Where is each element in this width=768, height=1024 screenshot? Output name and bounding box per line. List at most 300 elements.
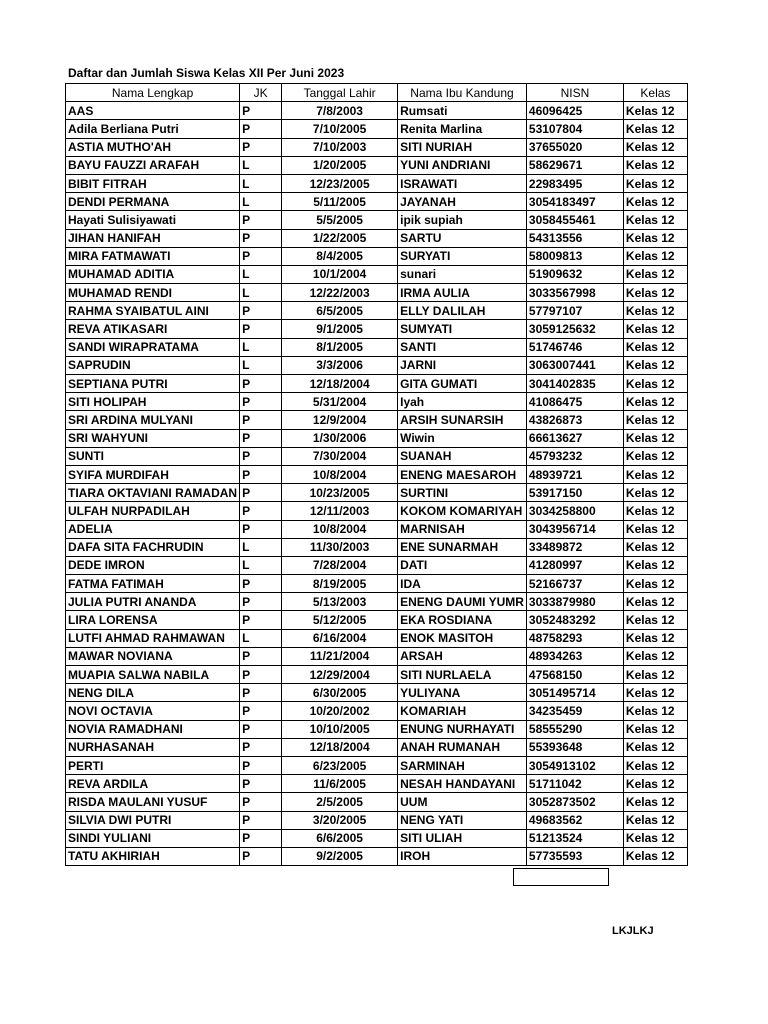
cell-jk: P (240, 738, 282, 756)
cell-date: 1/30/2006 (282, 429, 398, 447)
cell-date: 5/13/2003 (282, 593, 398, 611)
cell-date: 5/11/2005 (282, 193, 398, 211)
cell-name: NURHASANAH (66, 738, 240, 756)
cell-nisn: 3063007441 (526, 356, 623, 374)
cell-date: 11/30/2003 (282, 538, 398, 556)
cell-jk: P (240, 647, 282, 665)
cell-jk: P (240, 320, 282, 338)
empty-cell (513, 868, 609, 886)
table-row (66, 193, 688, 211)
table-row (66, 375, 688, 393)
cell-jk: L (240, 629, 282, 647)
cell-date: 12/18/2004 (282, 738, 398, 756)
cell-kelas: Kelas 12 (623, 102, 687, 120)
cell-jk: L (240, 538, 282, 556)
cell-kelas: Kelas 12 (623, 702, 687, 720)
cell-jk: L (240, 265, 282, 283)
cell-name: TIARA OKTAVIANI RAMADAN (66, 484, 240, 502)
cell-date: 12/29/2004 (282, 666, 398, 684)
cell-jk: P (240, 611, 282, 629)
cell-kelas: Kelas 12 (623, 429, 687, 447)
cell-mom: IDA (398, 575, 527, 593)
cell-jk: P (240, 447, 282, 465)
table-row (66, 738, 688, 756)
table-row (66, 120, 688, 138)
cell-jk: P (240, 138, 282, 156)
cell-mom: ELLY DALILAH (398, 302, 527, 320)
header-jk: JK (240, 84, 282, 102)
table-row (66, 847, 688, 865)
cell-jk: L (240, 284, 282, 302)
cell-name: SEPTIANA PUTRI (66, 375, 240, 393)
table-row (66, 720, 688, 738)
cell-kelas: Kelas 12 (623, 502, 687, 520)
cell-nisn: 45793232 (526, 447, 623, 465)
cell-kelas: Kelas 12 (623, 356, 687, 374)
cell-mom: NESAH HANDAYANI (398, 775, 527, 793)
table-row (66, 829, 688, 847)
cell-name: SILVIA DWI PUTRI (66, 811, 240, 829)
cell-mom: ARSIH SUNARSIH (398, 411, 527, 429)
cell-date: 6/30/2005 (282, 684, 398, 702)
cell-jk: P (240, 811, 282, 829)
cell-date: 10/1/2004 (282, 265, 398, 283)
cell-kelas: Kelas 12 (623, 684, 687, 702)
table-row (66, 647, 688, 665)
table-row (66, 338, 688, 356)
cell-kelas: Kelas 12 (623, 793, 687, 811)
table-row (66, 320, 688, 338)
cell-mom: YUNI ANDRIANI (398, 156, 527, 174)
cell-date: 7/28/2004 (282, 556, 398, 574)
cell-kelas: Kelas 12 (623, 247, 687, 265)
table-row (66, 556, 688, 574)
cell-nisn: 3059125632 (526, 320, 623, 338)
cell-nisn: 51746746 (526, 338, 623, 356)
cell-mom: SUANAH (398, 447, 527, 465)
cell-nisn: 52166737 (526, 575, 623, 593)
cell-kelas: Kelas 12 (623, 338, 687, 356)
cell-mom: SARMINAH (398, 756, 527, 774)
table-row (66, 211, 688, 229)
cell-kelas: Kelas 12 (623, 593, 687, 611)
cell-mom: SUMYATI (398, 320, 527, 338)
cell-mom: JAYANAH (398, 193, 527, 211)
table-row (66, 174, 688, 192)
cell-kelas: Kelas 12 (623, 265, 687, 283)
cell-jk: L (240, 338, 282, 356)
cell-name: DEDE IMRON (66, 556, 240, 574)
cell-date: 11/21/2004 (282, 647, 398, 665)
table-row (66, 447, 688, 465)
cell-nisn: 3034258800 (526, 502, 623, 520)
table-row (66, 629, 688, 647)
table-body (66, 102, 688, 866)
cell-date: 7/30/2004 (282, 447, 398, 465)
cell-nisn: 43826873 (526, 411, 623, 429)
cell-nisn: 48934263 (526, 647, 623, 665)
cell-kelas: Kelas 12 (623, 138, 687, 156)
cell-date: 8/4/2005 (282, 247, 398, 265)
cell-jk: P (240, 429, 282, 447)
cell-name: BIBIT FITRAH (66, 174, 240, 192)
cell-date: 6/16/2004 (282, 629, 398, 647)
cell-nisn: 58629671 (526, 156, 623, 174)
cell-kelas: Kelas 12 (623, 411, 687, 429)
cell-jk: P (240, 247, 282, 265)
cell-nisn: 58009813 (526, 247, 623, 265)
table-row (66, 793, 688, 811)
table-row (66, 538, 688, 556)
cell-jk: L (240, 174, 282, 192)
cell-mom: ipik supiah (398, 211, 527, 229)
cell-name: MUHAMAD RENDI (66, 284, 240, 302)
cell-mom: SARTU (398, 229, 527, 247)
cell-nisn: 3054183497 (526, 193, 623, 211)
cell-name: RISDA MAULANI YUSUF (66, 793, 240, 811)
cell-jk: P (240, 793, 282, 811)
cell-name: SUNTI (66, 447, 240, 465)
cell-name: LIRA LORENSA (66, 611, 240, 629)
cell-nisn: 57797107 (526, 302, 623, 320)
cell-name: TATU AKHIRIAH (66, 847, 240, 865)
cell-kelas: Kelas 12 (623, 538, 687, 556)
table-row (66, 102, 688, 120)
cell-name: SRI ARDINA MULYANI (66, 411, 240, 429)
cell-mom: Iyah (398, 393, 527, 411)
table-row (66, 465, 688, 483)
cell-jk: P (240, 393, 282, 411)
cell-jk: P (240, 484, 282, 502)
cell-mom: JARNI (398, 356, 527, 374)
cell-nisn: 34235459 (526, 702, 623, 720)
cell-nisn: 3041402835 (526, 375, 623, 393)
cell-kelas: Kelas 12 (623, 575, 687, 593)
cell-name: SYIFA MURDIFAH (66, 465, 240, 483)
table-row (66, 302, 688, 320)
cell-date: 3/20/2005 (282, 811, 398, 829)
cell-mom: ANAH RUMANAH (398, 738, 527, 756)
cell-jk: P (240, 702, 282, 720)
cell-mom: Rumsati (398, 102, 527, 120)
cell-kelas: Kelas 12 (623, 156, 687, 174)
header-tanggal-lahir: Tanggal Lahir (282, 84, 398, 102)
cell-date: 12/22/2003 (282, 284, 398, 302)
cell-nisn: 41086475 (526, 393, 623, 411)
cell-kelas: Kelas 12 (623, 556, 687, 574)
cell-kelas: Kelas 12 (623, 465, 687, 483)
cell-nisn: 3051495714 (526, 684, 623, 702)
cell-date: 7/8/2003 (282, 102, 398, 120)
cell-nisn: 46096425 (526, 102, 623, 120)
cell-mom: MARNISAH (398, 520, 527, 538)
cell-name: MAWAR NOVIANA (66, 647, 240, 665)
cell-jk: P (240, 847, 282, 865)
cell-nisn: 3033567998 (526, 284, 623, 302)
cell-jk: P (240, 756, 282, 774)
cell-date: 5/31/2004 (282, 393, 398, 411)
table-row (66, 484, 688, 502)
cell-jk: L (240, 193, 282, 211)
cell-kelas: Kelas 12 (623, 120, 687, 138)
cell-nisn: 3058455461 (526, 211, 623, 229)
cell-kelas: Kelas 12 (623, 193, 687, 211)
cell-date: 7/10/2003 (282, 138, 398, 156)
cell-date: 1/22/2005 (282, 229, 398, 247)
cell-nisn: 49683562 (526, 811, 623, 829)
cell-nisn: 66613627 (526, 429, 623, 447)
cell-mom: SURYATI (398, 247, 527, 265)
cell-name: FATMA FATIMAH (66, 575, 240, 593)
cell-mom: IRMA AULIA (398, 284, 527, 302)
cell-name: ADELIA (66, 520, 240, 538)
header-row (66, 84, 688, 102)
cell-name: LUTFI AHMAD RAHMAWAN (66, 629, 240, 647)
cell-nisn: 3054913102 (526, 756, 623, 774)
cell-date: 2/5/2005 (282, 793, 398, 811)
cell-mom: SITI ULIAH (398, 829, 527, 847)
cell-nisn: 51711042 (526, 775, 623, 793)
cell-name: Adila Berliana Putri (66, 120, 240, 138)
cell-kelas: Kelas 12 (623, 211, 687, 229)
table-row (66, 775, 688, 793)
cell-kelas: Kelas 12 (623, 520, 687, 538)
cell-nisn: 33489872 (526, 538, 623, 556)
cell-jk: P (240, 375, 282, 393)
cell-name: BAYU FAUZZI ARAFAH (66, 156, 240, 174)
cell-nisn: 41280997 (526, 556, 623, 574)
table-row (66, 756, 688, 774)
cell-name: AAS (66, 102, 240, 120)
cell-date: 10/8/2004 (282, 465, 398, 483)
cell-kelas: Kelas 12 (623, 375, 687, 393)
cell-jk: P (240, 211, 282, 229)
document-title: Daftar dan Jumlah Siswa Kelas XII Per Juni 2023 (68, 66, 345, 80)
cell-mom: EKA ROSDIANA (398, 611, 527, 629)
cell-kelas: Kelas 12 (623, 775, 687, 793)
cell-name: RAHMA SYAIBATUL AINI (66, 302, 240, 320)
cell-name: NOVI OCTAVIA (66, 702, 240, 720)
cell-mom: DATI (398, 556, 527, 574)
cell-nisn: 3043956714 (526, 520, 623, 538)
cell-name: SITI HOLIPAH (66, 393, 240, 411)
cell-name: NOVIA RAMADHANI (66, 720, 240, 738)
cell-name: REVA ATIKASARI (66, 320, 240, 338)
cell-date: 5/12/2005 (282, 611, 398, 629)
cell-nisn: 54313556 (526, 229, 623, 247)
cell-kelas: Kelas 12 (623, 447, 687, 465)
cell-mom: NENG YATI (398, 811, 527, 829)
cell-date: 5/5/2005 (282, 211, 398, 229)
cell-nisn: 51213524 (526, 829, 623, 847)
cell-mom: ENUNG NURHAYATI (398, 720, 527, 738)
cell-jk: P (240, 302, 282, 320)
cell-mom: SITI NURLAELA (398, 666, 527, 684)
cell-jk: P (240, 229, 282, 247)
cell-jk: P (240, 775, 282, 793)
table-row (66, 265, 688, 283)
cell-jk: P (240, 575, 282, 593)
cell-mom: Wiwin (398, 429, 527, 447)
cell-kelas: Kelas 12 (623, 666, 687, 684)
cell-kelas: Kelas 12 (623, 756, 687, 774)
cell-jk: P (240, 502, 282, 520)
cell-nisn: 3052483292 (526, 611, 623, 629)
cell-name: REVA ARDILA (66, 775, 240, 793)
cell-kelas: Kelas 12 (623, 611, 687, 629)
cell-date: 10/10/2005 (282, 720, 398, 738)
cell-mom: ISRAWATI (398, 174, 527, 192)
cell-mom: ENENG DAUMI YUMR (398, 593, 527, 611)
table-row (66, 502, 688, 520)
cell-date: 12/11/2003 (282, 502, 398, 520)
cell-mom: ENENG MAESAROH (398, 465, 527, 483)
cell-date: 9/2/2005 (282, 847, 398, 865)
cell-jk: P (240, 120, 282, 138)
cell-mom: sunari (398, 265, 527, 283)
cell-name: NENG DILA (66, 684, 240, 702)
footer-note: LKJLKJ (612, 925, 654, 937)
table-row (66, 666, 688, 684)
cell-mom: ENOK MASITOH (398, 629, 527, 647)
cell-kelas: Kelas 12 (623, 174, 687, 192)
cell-mom: Renita Marlina (398, 120, 527, 138)
cell-name: JIHAN HANIFAH (66, 229, 240, 247)
cell-kelas: Kelas 12 (623, 647, 687, 665)
cell-mom: GITA GUMATI (398, 375, 527, 393)
cell-kelas: Kelas 12 (623, 738, 687, 756)
table-row (66, 611, 688, 629)
cell-kelas: Kelas 12 (623, 629, 687, 647)
cell-date: 7/10/2005 (282, 120, 398, 138)
cell-mom: SITI NURIAH (398, 138, 527, 156)
cell-nisn: 47568150 (526, 666, 623, 684)
table-row (66, 684, 688, 702)
cell-name: SAPRUDIN (66, 356, 240, 374)
cell-date: 3/3/2006 (282, 356, 398, 374)
cell-date: 12/23/2005 (282, 174, 398, 192)
cell-mom: ARSAH (398, 647, 527, 665)
cell-kelas: Kelas 12 (623, 829, 687, 847)
cell-kelas: Kelas 12 (623, 720, 687, 738)
cell-nisn: 48758293 (526, 629, 623, 647)
cell-date: 10/23/2005 (282, 484, 398, 502)
cell-date: 8/19/2005 (282, 575, 398, 593)
cell-date: 10/20/2002 (282, 702, 398, 720)
table-row (66, 138, 688, 156)
cell-nisn: 51909632 (526, 265, 623, 283)
cell-name: PERTI (66, 756, 240, 774)
cell-name: DAFA SITA FACHRUDIN (66, 538, 240, 556)
cell-kelas: Kelas 12 (623, 229, 687, 247)
cell-name: JULIA PUTRI ANANDA (66, 593, 240, 611)
cell-jk: P (240, 684, 282, 702)
cell-nisn: 53917150 (526, 484, 623, 502)
cell-jk: P (240, 593, 282, 611)
cell-date: 6/6/2005 (282, 829, 398, 847)
cell-name: DENDI PERMANA (66, 193, 240, 211)
header-nama-lengkap: Nama Lengkap (66, 84, 240, 102)
cell-jk: P (240, 465, 282, 483)
cell-jk: P (240, 520, 282, 538)
cell-name: Hayati Sulisiyawati (66, 211, 240, 229)
cell-jk: P (240, 102, 282, 120)
table-row (66, 811, 688, 829)
cell-date: 8/1/2005 (282, 338, 398, 356)
cell-name: SANDI WIRAPRATAMA (66, 338, 240, 356)
header-nama-ibu: Nama Ibu Kandung (398, 84, 527, 102)
cell-date: 12/9/2004 (282, 411, 398, 429)
header-nisn: NISN (526, 84, 623, 102)
cell-name: MIRA FATMAWATI (66, 247, 240, 265)
cell-kelas: Kelas 12 (623, 393, 687, 411)
cell-name: SRI WAHYUNI (66, 429, 240, 447)
cell-date: 6/5/2005 (282, 302, 398, 320)
cell-kelas: Kelas 12 (623, 320, 687, 338)
cell-date: 11/6/2005 (282, 775, 398, 793)
table-row (66, 702, 688, 720)
table-row (66, 575, 688, 593)
cell-nisn: 58555290 (526, 720, 623, 738)
student-table (65, 83, 688, 866)
cell-nisn: 48939721 (526, 465, 623, 483)
cell-date: 1/20/2005 (282, 156, 398, 174)
cell-date: 12/18/2004 (282, 375, 398, 393)
cell-name: SINDI YULIANI (66, 829, 240, 847)
cell-nisn: 22983495 (526, 174, 623, 192)
cell-nisn: 53107804 (526, 120, 623, 138)
table-row (66, 593, 688, 611)
cell-name: MUHAMAD ADITIA (66, 265, 240, 283)
cell-mom: KOMARIAH (398, 702, 527, 720)
cell-mom: IROH (398, 847, 527, 865)
cell-kelas: Kelas 12 (623, 302, 687, 320)
cell-kelas: Kelas 12 (623, 484, 687, 502)
cell-kelas: Kelas 12 (623, 847, 687, 865)
cell-jk: P (240, 411, 282, 429)
table-row (66, 356, 688, 374)
cell-nisn: 3052873502 (526, 793, 623, 811)
cell-jk: P (240, 720, 282, 738)
header-kelas: Kelas (623, 84, 687, 102)
cell-mom: SURTINI (398, 484, 527, 502)
cell-jk: L (240, 156, 282, 174)
cell-jk: L (240, 556, 282, 574)
cell-nisn: 57735593 (526, 847, 623, 865)
table-row (66, 520, 688, 538)
cell-name: MUAPIA SALWA NABILA (66, 666, 240, 684)
cell-nisn: 37655020 (526, 138, 623, 156)
cell-jk: P (240, 666, 282, 684)
cell-mom: KOKOM KOMARIYAH (398, 502, 527, 520)
cell-kelas: Kelas 12 (623, 284, 687, 302)
cell-jk: P (240, 829, 282, 847)
cell-nisn: 3033879980 (526, 593, 623, 611)
cell-date: 9/1/2005 (282, 320, 398, 338)
cell-date: 10/8/2004 (282, 520, 398, 538)
cell-date: 6/23/2005 (282, 756, 398, 774)
cell-name: ULFAH NURPADILAH (66, 502, 240, 520)
cell-mom: SANTI (398, 338, 527, 356)
table-row (66, 229, 688, 247)
table-row (66, 429, 688, 447)
table-row (66, 411, 688, 429)
table-row (66, 247, 688, 265)
cell-nisn: 55393648 (526, 738, 623, 756)
cell-jk: L (240, 356, 282, 374)
table-row (66, 393, 688, 411)
cell-kelas: Kelas 12 (623, 811, 687, 829)
